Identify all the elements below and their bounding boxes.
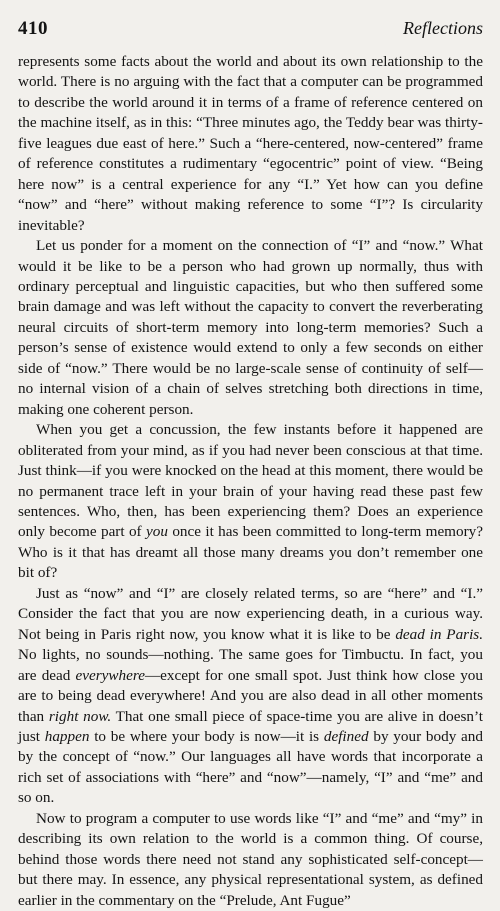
text-run: Just as “now” and “I” are closely related terms, so are “here” and “I.” Consider the fact that you are now experiencing death, in a curious way. Not being in Paris right now, you know what it is like to be (18, 584, 483, 643)
paragraph (18, 809, 483, 911)
page-number: 410 (18, 18, 48, 39)
italic-text: right now. (48, 707, 112, 725)
body-text (18, 52, 483, 911)
text-run: to be where your body is now—it is (89, 727, 324, 745)
text-run: represents some facts about the world and about its own relationship to the world. There is no arguing with the fact that a computer can be programmed to describe the world around it in terms of a frame of reference centered on the machine itself, as in this: “Three minutes ago, the Teddy bear was thirty-five leagues due east of here.” Such a “here-centered, now-centered” frame of reference constitutes a rudimentary “egocentric” point of view. “Being here now” is a central experience for any “I.” Yet how can you define “now” and “here” without making reference to some “I”? Is circularity inevitable? (18, 53, 483, 234)
text-run: by your body and by the concept of “now.” Our languages all have words that incorporate a rich set of associations with “here” and “now”—namely, “I” and “me” and so on. (18, 727, 483, 807)
paragraph (18, 52, 483, 236)
text-run: —except for one small spot. Just think how close you are to being dead everywhere! And you are also dead in all other moments than (18, 666, 483, 725)
text-run: once it has been committed to long-term memory? Who is it that has dreamt all those many dreams you don’t remember one bit of? (18, 523, 483, 582)
italic-text: dead in Paris. (395, 625, 484, 643)
text-run: When you get a concussion, the few instants before it happened are obliterated from your mind, as if you had never been conscious at that time. Just think—if you were knocked on the head at this moment, there would be no permanent trace left in your brain of your having read these past few sentences. Who, then, has been experiencing them? Does an experience only become part of (18, 421, 483, 541)
italic-text: defined (323, 727, 369, 745)
text-run: Now to program a computer to use words like “I” and “me” and “my” in describing its own relation to the world is a common thing. Of course, behind those words there need not stand any sophisticated self-concept—but there may. In essence, any physical representational system, as defined earlier in the commentary on the “Prelude, Ant Fugue” (18, 809, 483, 909)
italic-text: everywhere (75, 666, 145, 684)
text-run: That one small piece of space-time you are alive in doesn’t just (18, 707, 483, 745)
italic-text: happen (44, 727, 90, 745)
paragraph (18, 420, 483, 584)
italic-text: you (146, 523, 168, 541)
text-run: Let us ponder for a moment on the connection of “I” and “now.” What would it be like to be a person who had grown up normally, thus with ordinary perceptual and linguistic capacities, but who then suffered some brain damage and was left without the capacity to convert the reverberating neural circuits of short-term memory into long-term memories? Such a person’s sense of existence would extend to only a few seconds on either side of “now.” There would be no large-scale sense of continuity of self—no internal vision of a chain of selves stretching both directions in time, making one coherent person. (18, 237, 483, 418)
running-head: Reflections (403, 18, 483, 38)
paragraph (18, 584, 483, 809)
page-header (18, 18, 483, 48)
paragraph (18, 236, 483, 420)
text-run: No lights, no sounds—nothing. The same goes for Timbuctu. In fact, you are dead (18, 646, 483, 684)
